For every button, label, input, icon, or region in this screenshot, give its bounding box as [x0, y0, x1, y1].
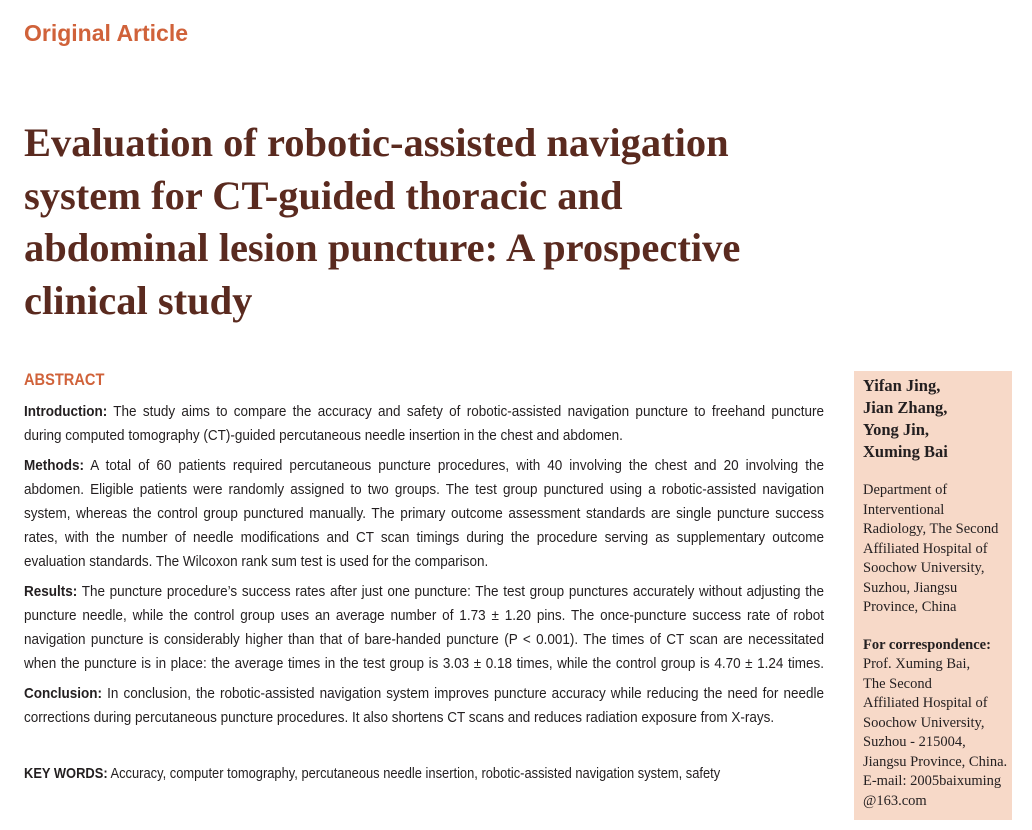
article-type-label: Original Article	[24, 20, 189, 46]
affiliation-line: Department of	[863, 482, 948, 498]
correspondence-line: The Second	[863, 675, 932, 692]
abstract-line: puncture needle, while the control group uses an average number of 1.73 ± 1.20 pins. The once-puncture success rate of robot	[24, 607, 824, 624]
affiliation-line: Soochow University,	[863, 560, 985, 576]
abstract-introduction	[24, 400, 824, 448]
line-text: A total of 60 patients required percutaneous puncture procedures, with 40 involving the chest and 20 involving the	[90, 457, 824, 474]
correspondence-line: E-mail: 2005baixuming	[863, 773, 1002, 789]
author-name: Xuming Bai	[863, 442, 948, 461]
keywords-label: KEY WORDS:	[24, 765, 108, 782]
section-label: Conclusion:	[24, 685, 103, 702]
correspondence-line: Jiangsu Province, China.	[863, 753, 1008, 770]
title-line: Evaluation of robotic-assisted navigation	[24, 120, 729, 165]
section-label: Methods:	[24, 457, 85, 474]
abstract-heading: ABSTRACT	[24, 370, 105, 389]
abstract-line: rates, with the number of needle modifications and CT scan timings during the procedure serving as supplementary outcome	[24, 529, 824, 546]
correspondence-line: @163.com	[863, 792, 927, 809]
title-line: abdominal lesion puncture: A prospective	[24, 225, 741, 270]
author-name: Jian Zhang,	[863, 398, 948, 417]
correspondence	[863, 636, 1012, 812]
abstract-line: evaluation standards. The Wilcoxon rank sum test is used for the comparison.	[24, 553, 489, 570]
abstract-line: during computed tomography (CT)-guided percutaneous needle insertion in the chest and abdomen.	[24, 427, 623, 444]
abstract-line	[24, 682, 824, 706]
abstract-conclusion	[24, 682, 824, 730]
abstract-line: corrections during percutaneous puncture procedures. It also shortens CT scans and reduces radiation exposure from X-rays.	[24, 709, 775, 726]
abstract-results	[24, 580, 824, 676]
keywords	[24, 762, 720, 786]
keywords-text: Accuracy, computer tomography, percutaneous needle insertion, robotic-assisted navigation system, safety	[110, 765, 721, 782]
title-line: clinical study	[24, 277, 253, 323]
correspondence-line: Affiliated Hospital of	[863, 695, 988, 711]
correspondence-label: For correspondence:	[863, 636, 991, 653]
abstract-line: system, whereas the control group punctured manually. The primary outcome assessment standards are single puncture success	[24, 505, 824, 522]
abstract-methods	[24, 454, 824, 574]
correspondence-line: Soochow University,	[863, 714, 985, 731]
abstract-body	[24, 400, 824, 736]
affiliation-line: Affiliated Hospital of	[863, 540, 988, 557]
section-label: Introduction:	[24, 403, 108, 420]
correspondence-line: Suzhou - 215004,	[863, 734, 966, 750]
line-text: The puncture procedure’s success rates after just one puncture: The test group punctures accurately without adjusting the	[81, 583, 824, 600]
affiliation-line: Suzhou, Jiangsu	[863, 579, 958, 596]
abstract-line	[24, 580, 824, 604]
affiliation-line: Radiology, The Second	[863, 521, 999, 537]
affiliation-line: Province, China	[863, 599, 957, 615]
abstract-line: abdomen. Eligible patients were randomly assigned to two groups. The test group punctured using a robotic-assisted navigation	[24, 481, 824, 498]
line-text: The study aims to compare the accuracy and safety of robotic-assisted navigation puncture to freehand puncture	[113, 403, 824, 420]
title-line: system for CT-guided thoracic and	[24, 172, 623, 218]
affiliation	[863, 481, 1012, 618]
abstract-line: when the puncture is in place: the average times in the test group is 3.03 ± 0.18 times, while the control group is 4.70 ± 1.24 times.	[24, 655, 824, 672]
correspondence-line: Prof. Xuming Bai,	[863, 656, 971, 672]
affiliation-line: Interventional	[863, 501, 945, 518]
section-label: Results:	[24, 583, 78, 600]
abstract-line: navigation puncture is considerably higher than that of bare-handed puncture (P < 0.001). The times of CT scan are necessitated	[24, 631, 824, 648]
author-list	[863, 375, 1012, 463]
author-name: Yifan Jing,	[863, 376, 941, 395]
article-title	[24, 117, 824, 327]
abstract-line	[24, 400, 824, 424]
author-name: Yong Jin,	[863, 420, 930, 439]
abstract-line	[24, 454, 824, 478]
author-info-sidebar	[854, 371, 1012, 820]
line-text: In conclusion, the robotic-assisted navigation system improves puncture accuracy while reducing the need for needle	[107, 685, 824, 702]
